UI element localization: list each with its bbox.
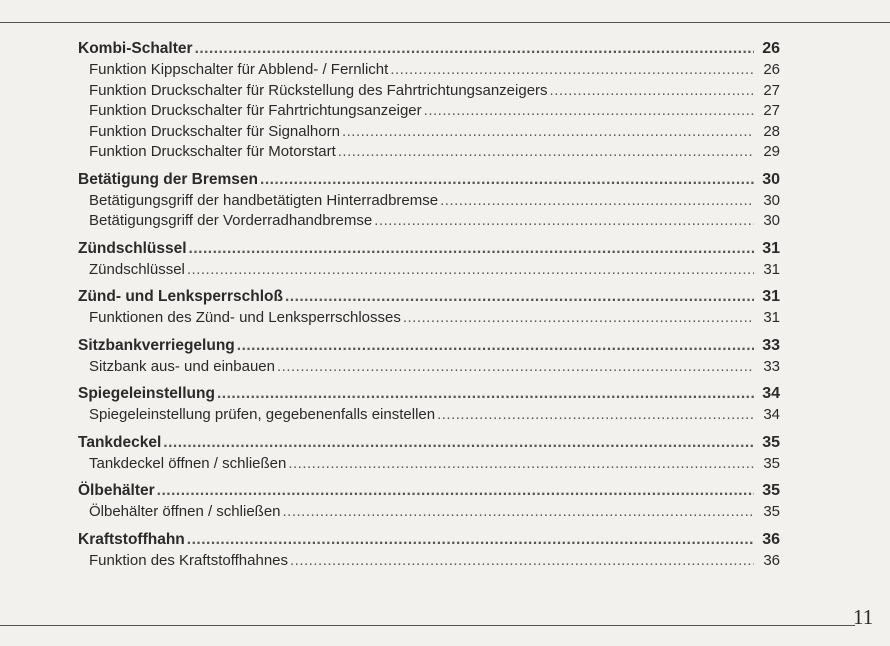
entry-label: Funktion Druckschalter für Fahrtrichtungsanzeiger (89, 102, 422, 119)
top-rule (0, 22, 890, 23)
dot-leader (338, 142, 754, 163)
toc-section-heading[interactable] (78, 335, 780, 357)
toc-entry[interactable] (78, 122, 780, 143)
bottom-rule (0, 625, 855, 626)
dot-leader (283, 502, 754, 523)
toc-entry[interactable] (78, 405, 780, 426)
dot-leader (187, 260, 754, 281)
dot-leader (550, 81, 754, 102)
table-of-contents (78, 38, 780, 571)
entry-label: Funktion Druckschalter für Signalhorn (89, 122, 340, 140)
toc-section (78, 335, 780, 378)
toc-entry[interactable] (78, 101, 780, 122)
section-page-number: 36 (762, 530, 780, 548)
toc-section-heading[interactable] (78, 432, 780, 454)
entry-page-number: 27 (763, 81, 780, 99)
entry-label: Funktion Druckschalter für Rückstellung des Fahrtrichtungsanzeigers (89, 81, 548, 99)
entry-label: Betätigungsgriff der Vorderradhandbremse (89, 212, 373, 229)
toc-entry[interactable] (78, 357, 780, 378)
entry-label: Ölbehälter öffnen / schließen (89, 503, 281, 520)
entry-page-number: 27 (763, 102, 780, 119)
dot-leader (424, 101, 754, 122)
toc-entry[interactable] (78, 551, 780, 572)
section-title: Zündschlüssel (78, 239, 187, 257)
dot-leader (163, 432, 754, 454)
entry-label: Spiegeleinstellung prüfen, gegebenenfalls einstellen (89, 406, 436, 423)
toc-entry[interactable] (78, 81, 780, 102)
section-title: Tankdeckel (78, 433, 162, 451)
entry-page-number: 31 (763, 309, 780, 326)
entry-page-number: 34 (763, 406, 780, 423)
dot-leader (390, 60, 754, 81)
dot-leader (285, 286, 754, 308)
toc-entry[interactable] (78, 454, 780, 475)
entry-label: Sitzbank aus- und einbauen (89, 357, 275, 375)
toc-section-heading[interactable] (78, 169, 780, 191)
section-page-number: 31 (762, 239, 780, 257)
dot-leader (437, 405, 754, 426)
entry-page-number: 30 (763, 191, 780, 209)
entry-page-number: 26 (763, 61, 780, 78)
toc-section (78, 169, 780, 232)
toc-entry[interactable] (78, 211, 780, 232)
entry-page-number: 29 (763, 143, 780, 160)
section-title: Kombi-Schalter (78, 40, 193, 57)
entry-label: Funktion Druckschalter für Motorstart (89, 143, 336, 160)
entry-label: Tankdeckel öffnen / schließen (89, 454, 287, 472)
dot-leader (217, 383, 754, 405)
toc-section (78, 480, 780, 523)
dot-leader (187, 529, 754, 551)
toc-section-heading[interactable] (78, 286, 780, 308)
section-page-number: 26 (762, 40, 780, 57)
section-page-number: 30 (762, 170, 780, 188)
dot-leader (374, 211, 754, 232)
entry-page-number: 35 (763, 503, 780, 520)
toc-entry[interactable] (78, 260, 780, 281)
dot-leader (195, 38, 754, 60)
section-page-number: 35 (762, 482, 780, 499)
section-title: Sitzbankverriegelung (78, 336, 235, 354)
entry-page-number: 33 (763, 357, 780, 375)
dot-leader (440, 191, 754, 212)
dot-leader (157, 480, 754, 502)
toc-entry[interactable] (78, 60, 780, 81)
dot-leader (277, 357, 754, 378)
entry-label: Funktion Kippschalter für Abblend- / Fernlicht (89, 61, 389, 78)
section-page-number: 33 (762, 336, 780, 354)
entry-page-number: 36 (763, 551, 780, 569)
entry-label: Funktion des Kraftstoffhahnes (89, 551, 289, 569)
toc-section (78, 286, 780, 329)
toc-section (78, 238, 780, 281)
toc-section-heading[interactable] (78, 383, 780, 405)
section-title: Kraftstoffhahn (78, 530, 185, 548)
page-number: 11 (853, 605, 874, 629)
section-page-number: 34 (762, 385, 780, 402)
toc-section (78, 529, 780, 572)
toc-section-heading[interactable] (78, 238, 780, 260)
entry-label: Funktionen des Zünd- und Lenksperrschlosses (89, 309, 401, 326)
entry-label: Betätigungsgriff der handbetätigten Hinterradbremse (89, 191, 439, 209)
toc-entry[interactable] (78, 502, 780, 523)
dot-leader (237, 335, 754, 357)
toc-entry[interactable] (78, 142, 780, 163)
entry-page-number: 31 (763, 260, 780, 278)
section-title: Zünd- und Lenksperrschloß (78, 288, 283, 305)
entry-page-number: 30 (763, 212, 780, 229)
dot-leader (260, 169, 754, 191)
section-title: Betätigung der Bremsen (78, 170, 259, 188)
entry-page-number: 28 (763, 122, 780, 140)
toc-section (78, 383, 780, 426)
dot-leader (288, 454, 754, 475)
toc-section-heading[interactable] (78, 529, 780, 551)
toc-section-heading[interactable] (78, 38, 780, 60)
dot-leader (342, 122, 754, 143)
section-title: Ölbehälter (78, 482, 155, 499)
section-page-number: 35 (762, 433, 780, 451)
entry-label: Zündschlüssel (89, 260, 185, 278)
toc-entry[interactable] (78, 308, 780, 329)
section-page-number: 31 (762, 288, 780, 305)
toc-section (78, 38, 780, 163)
section-title: Spiegeleinstellung (78, 385, 215, 402)
entry-page-number: 35 (763, 454, 780, 472)
toc-entry[interactable] (78, 191, 780, 212)
toc-section-heading[interactable] (78, 480, 780, 502)
dot-leader (189, 238, 754, 260)
dot-leader (403, 308, 754, 329)
toc-section (78, 432, 780, 475)
dot-leader (290, 551, 754, 572)
